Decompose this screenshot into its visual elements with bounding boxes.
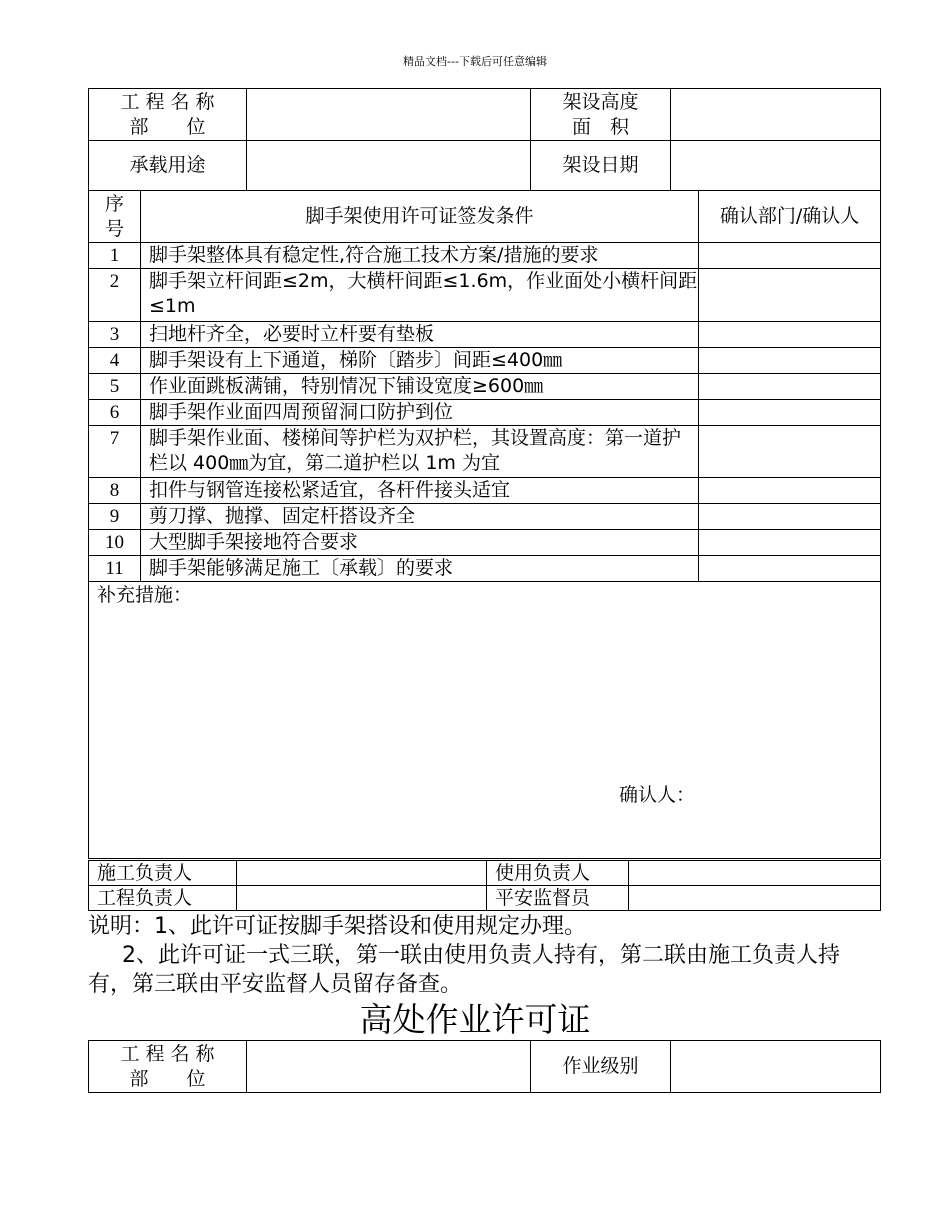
confirm-cell[interactable] — [699, 478, 881, 504]
row-number: 10 — [89, 530, 141, 556]
construction-lead-field[interactable] — [237, 861, 487, 886]
condition-text: 脚手架整体具有稳定性,符合施工技术方案/措施的要求 — [141, 243, 699, 269]
project-name-label: 工 程 名 称 — [120, 90, 215, 113]
confirm-cell[interactable] — [699, 556, 881, 582]
supplementary-measures-label: 补充措施： — [97, 584, 193, 606]
condition-text: 作业面跳板满铺，特别情况下铺设宽度≥600㎜ — [141, 374, 699, 400]
confirm-cell[interactable] — [699, 322, 881, 348]
confirmer-label: 确认人： — [619, 784, 696, 806]
purpose-value-field[interactable] — [247, 141, 531, 191]
project-location-label-cell — [89, 1041, 247, 1093]
work-level-label: 作业级别 — [531, 1041, 671, 1093]
condition-text: 大型脚手架接地符合要求 — [141, 530, 699, 556]
condition-text: 脚手架能够满足施工〔承载〕的要求 — [141, 556, 699, 582]
project-name-value-field[interactable] — [247, 1041, 531, 1093]
project-info-table — [88, 88, 881, 191]
page-header-note: 精品文档---下载后可任意编辑 — [403, 55, 547, 68]
purpose-label: 承载用途 — [89, 141, 247, 191]
condition-text: 脚手架设有上下通道，梯阶〔踏步〕间距≤400㎜ — [141, 348, 699, 374]
confirm-cell[interactable] — [699, 426, 881, 478]
confirm-cell[interactable] — [699, 269, 881, 322]
row-number: 4 — [89, 348, 141, 374]
seq-header-line1: 序 — [104, 192, 124, 215]
location-label: 部 位 — [129, 115, 206, 138]
safety-supervisor-field[interactable] — [629, 886, 881, 911]
user-lead-field[interactable] — [629, 861, 881, 886]
work-level-value-field[interactable] — [671, 1041, 881, 1093]
height-work-info-table — [88, 1040, 881, 1093]
height-value-field[interactable] — [671, 89, 881, 141]
height-label: 架设高度 — [562, 90, 639, 113]
confirm-cell[interactable] — [699, 374, 881, 400]
condition-text: 扣件与钢管连接松紧适宜，各杆件接头适宜 — [141, 478, 699, 504]
height-area-label-cell — [531, 89, 671, 141]
area-label: 面 积 — [571, 115, 629, 138]
signature-table — [88, 860, 881, 911]
safety-supervisor-label: 平安监督员 — [487, 886, 629, 911]
confirm-cell[interactable] — [699, 400, 881, 426]
seq-header — [89, 191, 141, 243]
user-lead-label: 使用负责人 — [487, 861, 629, 886]
supplementary-measures-area[interactable] — [89, 582, 881, 859]
project-lead-label: 工程负责人 — [89, 886, 237, 911]
row-number: 8 — [89, 478, 141, 504]
confirm-header: 确认部门/确认人 — [699, 191, 881, 243]
row-number: 7 — [89, 426, 141, 478]
row-number: 6 — [89, 400, 141, 426]
confirm-cell[interactable] — [699, 504, 881, 530]
second-form-title: 高处作业许可证 — [359, 1000, 591, 1039]
confirm-cell[interactable] — [699, 530, 881, 556]
conditions-table — [88, 190, 881, 859]
row-number: 9 — [89, 504, 141, 530]
condition-text: 脚手架作业面四周预留洞口防护到位 — [141, 400, 699, 426]
location-label: 部 位 — [129, 1067, 206, 1090]
notes-section — [88, 912, 878, 999]
note-line-2: 2、此许可证一式三联，第一联由使用负责人持有，第二联由施工负责人持有，第三联由平安监督人员留存备查。 — [88, 943, 840, 997]
condition-text: 扫地杆齐全，必要时立杆要有垫板 — [141, 322, 699, 348]
project-lead-field[interactable] — [237, 886, 487, 911]
construction-lead-label: 施工负责人 — [89, 861, 237, 886]
project-name-value-field[interactable] — [247, 89, 531, 141]
confirm-cell[interactable] — [699, 348, 881, 374]
condition-text: 脚手架作业面、楼梯间等护栏为双护栏，其设置高度：第一道护栏以 400㎜为宜，第二道护栏以 1m 为宜 — [141, 426, 699, 478]
condition-text: 剪刀撑、抛撑、固定杆搭设齐全 — [141, 504, 699, 530]
row-number: 1 — [89, 243, 141, 269]
project-location-label-cell — [89, 89, 247, 141]
row-number: 11 — [89, 556, 141, 582]
condition-header: 脚手架使用许可证签发条件 — [141, 191, 699, 243]
seq-header-line2: 号 — [104, 217, 124, 240]
note-line-1: 说明：1、此许可证按脚手架搭设和使用规定办理。 — [88, 914, 586, 939]
row-number: 3 — [89, 322, 141, 348]
condition-text: 脚手架立杆间距≤2m，大横杆间距≤1.6m，作业面处小横杆间距≤1m — [141, 269, 699, 322]
project-name-label: 工 程 名 称 — [120, 1042, 215, 1065]
confirm-cell[interactable] — [699, 243, 881, 269]
date-label: 架设日期 — [531, 141, 671, 191]
row-number: 5 — [89, 374, 141, 400]
date-value-field[interactable] — [671, 141, 881, 191]
row-number: 2 — [89, 269, 141, 322]
